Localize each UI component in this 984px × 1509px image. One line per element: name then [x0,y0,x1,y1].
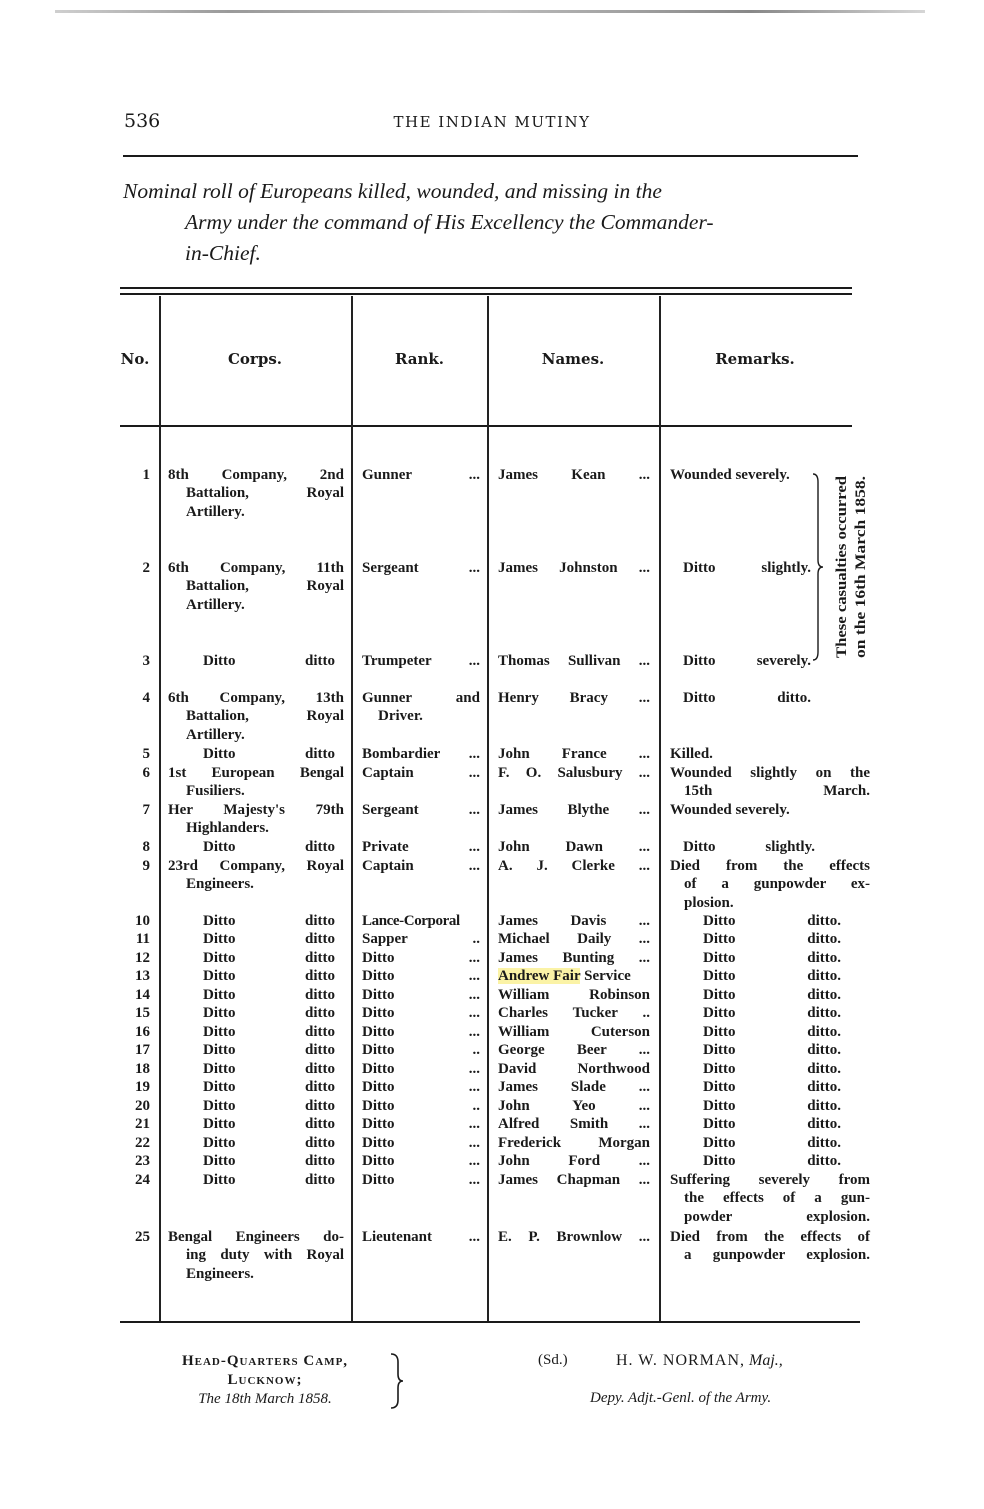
corps-cell: Ditto ditto [203,1079,335,1095]
footer-signer-title: Depy. Adjt.-Genl. of the Army. [590,1390,772,1406]
row-number: 12 [135,950,150,966]
table-bottom-rule [120,1321,860,1323]
column-divider [159,296,161,1321]
remarks-cell: Ditto ditto. [703,913,841,929]
corps-cell: 23rd Company, Royal [168,858,344,874]
corps-cell: Artillery. [186,726,245,743]
corps-cell: Engineers. [186,1265,254,1282]
corps-cell: 6th Company, 13th [168,690,344,706]
corps-cell: Ditto ditto [203,1116,335,1132]
column-divider [487,296,489,1321]
remarks-cell: Killed. [670,746,713,762]
rank-cell: Ditto ... [362,968,480,984]
name-cell: Michael Daily ... [498,931,650,947]
scan-artifact-line [55,10,925,13]
name-cell: James Bunting ... [498,950,650,966]
corps-cell: ing duty with Royal [186,1247,344,1264]
remarks-cell: Wounded severely. [670,467,790,483]
rank-cell: Ditto ... [362,1061,480,1077]
header-remarks: Remarks. [715,350,795,368]
name-cell: John Dawn ... [498,839,650,855]
row-number: 15 [135,1005,150,1021]
name-cell: David Northwood [498,1061,650,1077]
table-header-rule [120,425,852,427]
row-number: 18 [135,1061,150,1077]
footer-sd: (Sd.) [538,1352,568,1368]
remarks-cell: Ditto ditto. [703,1098,841,1114]
footer-place-line-1: Head-Quarters Camp, [181,1353,349,1369]
row-number: 2 [142,560,150,576]
row-number: 4 [142,690,150,706]
side-note [826,472,872,662]
rank-cell: Ditto ... [362,950,480,966]
remarks-cell: powder explosion. [684,1208,870,1225]
rank-cell: Gunner ... [362,467,480,483]
row-number: 6 [142,765,150,781]
name-cell: James Johnston ... [498,560,650,576]
row-number: 14 [135,987,150,1003]
table-top-rule-2 [120,293,852,295]
name-cell: George Beer ... [498,1042,650,1058]
rank-cell: Ditto ... [362,1135,480,1151]
header-rank: Rank. [394,350,445,368]
remarks-cell: Died from the effects [670,858,870,874]
caption-line-2: Army under the command of His Excellency the Commander- [185,210,714,234]
rank-cell: Bombardier ... [362,746,480,762]
corps-cell: Ditto ditto [203,931,335,947]
corps-cell: Ditto ditto [203,1005,335,1021]
corps-cell: Her Majesty's 79th [168,802,344,818]
name-cell: John France ... [498,746,650,762]
row-number: 7 [142,802,150,818]
rank-cell: Sapper .. [362,931,480,947]
rank-cell: Sergeant ... [362,560,480,576]
corps-cell: Battalion, Royal [186,485,344,502]
corps-cell: 1st European Bengal [168,765,344,781]
corps-cell: Ditto ditto [203,1172,335,1188]
footer-signer [616,1352,783,1370]
corps-cell: Artillery. [186,503,245,520]
name-cell: A. J. Clerke ... [498,858,650,874]
row-number: 1 [142,467,150,483]
rank-cell: Private ... [362,839,480,855]
corps-cell: Ditto ditto [203,746,335,762]
header-no: No. [120,350,150,368]
corps-cell: Ditto ditto [203,653,335,669]
caption-line-1: Nominal roll of Europeans killed, wounded, and missing in the [123,179,662,203]
row-number: 16 [135,1024,150,1040]
name-cell: Frederick Morgan [498,1135,650,1151]
remarks-cell: Ditto ditto. [703,1153,841,1169]
table-caption [123,176,868,269]
rank-cell: Ditto ... [362,1116,480,1132]
remarks-cell: Ditto severely. [683,653,811,669]
row-number: 10 [135,913,150,929]
corps-cell: Ditto ditto [203,839,335,855]
row-number: 5 [142,746,150,762]
name-cell: Thomas Sullivan ... [498,653,650,669]
remarks-cell: Died from the effects of [670,1229,870,1245]
corps-cell: Ditto ditto [203,1153,335,1169]
remarks-cell: Ditto ditto. [703,1042,841,1058]
name-cell: James Chapman ... [498,1172,650,1188]
corps-cell: Ditto ditto [203,1024,335,1040]
rank-cell: Ditto .. [362,1042,480,1058]
footer-place-line-2: Lucknow; [227,1372,303,1388]
row-number: 17 [135,1042,150,1058]
corps-cell: Ditto ditto [203,1042,335,1058]
corps-cell: Bengal Engineers do- [168,1229,344,1245]
name-cell: William Robinson [498,987,650,1003]
signer-rank: Maj., [749,1352,783,1369]
remarks-cell: Ditto ditto. [703,931,841,947]
row-number: 3 [142,653,150,669]
rank-cell: Ditto ... [362,1024,480,1040]
row-number: 23 [135,1153,150,1169]
remarks-cell: plosion. [684,894,734,911]
rank-cell: Trumpeter ... [362,653,480,669]
row-number: 13 [135,968,150,984]
row-number: 25 [135,1229,150,1245]
remarks-cell: Wounded severely. [670,802,790,818]
remarks-cell: Ditto ditto. [703,1079,841,1095]
row-number: 24 [135,1172,150,1188]
remarks-cell: Ditto ditto. [703,987,841,1003]
row-number: 9 [142,858,150,874]
name-cell: Alfred Smith ... [498,1116,650,1132]
corps-cell: Ditto ditto [203,913,335,929]
corps-cell: 8th Company, 2nd [168,467,344,483]
header-rule [123,155,858,157]
rank-cell: Captain ... [362,858,480,874]
name-cell: Charles Tucker .. [498,1005,650,1021]
header-names: Names. [541,350,605,368]
name-cell: John Ford ... [498,1153,650,1169]
row-number: 21 [135,1116,150,1132]
row-number: 22 [135,1135,150,1151]
name-cell: James Slade ... [498,1079,650,1095]
name-cell: James Blythe ... [498,802,650,818]
rank-cell: Lieutenant ... [362,1229,480,1245]
remarks-cell: Ditto ditto. [703,1135,841,1151]
corps-cell: Ditto ditto [203,950,335,966]
signer-name: H. W. NORMAN, [616,1352,746,1369]
page-number: 536 [124,110,161,132]
remarks-cell: of a gunpowder ex- [684,876,870,893]
rank-cell: Lance-Corporal [362,913,460,929]
remarks-cell: Ditto ditto. [703,950,841,966]
remarks-cell: Ditto ditto. [703,1005,841,1021]
remarks-cell: a gunpowder explosion. [684,1247,870,1264]
remarks-cell: Ditto ditto. [703,1024,841,1040]
column-divider [659,296,661,1321]
name-cell: James Davis ... [498,913,650,929]
column-divider [351,296,353,1321]
corps-cell: Ditto ditto [203,968,335,984]
rank-cell: Ditto ... [362,1172,480,1188]
rank-cell: Ditto ... [362,1153,480,1169]
corps-cell: Ditto ditto [203,987,335,1003]
corps-cell: Ditto ditto [203,1098,335,1114]
row-number: 11 [135,931,150,947]
name-cell: William Cuterson [498,1024,650,1040]
row-number: 8 [142,839,150,855]
row-number: 20 [135,1098,150,1114]
name-cell: F. O. Salusbury ... [498,765,650,781]
corps-cell: Ditto ditto [203,1061,335,1077]
table-top-rule [120,287,852,289]
corps-cell: Battalion, Royal [186,578,344,595]
remarks-cell: Ditto ditto. [703,968,841,984]
rank-cell: Driver. [378,708,423,725]
corps-cell: Engineers. [186,876,254,893]
rank-cell: Sergeant ... [362,802,480,818]
rank-cell: Captain ... [362,765,480,781]
remarks-cell: the effects of a gun- [684,1190,870,1207]
footer-brace-icon [385,1352,405,1410]
corps-cell: Artillery. [186,596,245,613]
remarks-cell: Ditto slightly. [683,560,811,576]
caption-line-3: in-Chief. [185,241,261,265]
remarks-cell: Suffering severely from [670,1172,870,1188]
remarks-cell: Ditto slightly. [683,839,815,855]
name-cell [498,967,650,985]
rank-cell: Ditto ... [362,1079,480,1095]
corps-cell: 6th Company, 11th [168,560,344,576]
footer-place [160,1352,370,1409]
name-cell: John Yeo ... [498,1098,650,1114]
corps-cell: Ditto ditto [203,1135,335,1151]
name-cell: E. P. Brownlow ... [498,1229,650,1245]
row-number: 19 [135,1079,150,1095]
remarks-cell: Ditto ditto. [703,1116,841,1132]
rank-cell: Ditto ... [362,987,480,1003]
rank-cell: Ditto ... [362,1005,480,1021]
side-note-line-2: on the 16th March 1858. [853,507,869,658]
rank-cell: Ditto .. [362,1098,480,1114]
corps-cell: Fusiliers. [186,783,245,800]
rank-cell: Gunner and [362,690,480,706]
highlighted-name: Andrew Fair [498,968,581,984]
footer-date: The 18th March 1858. [198,1391,332,1407]
right-brace-icon [812,472,824,662]
header-corps: Corps. [227,350,282,368]
remarks-cell: 15th March. [684,783,870,800]
remarks-cell: Ditto ditto. [683,690,811,706]
name-suffix: Service [580,968,631,984]
corps-cell: Highlanders. [186,820,269,837]
remarks-cell: Wounded slightly on the [670,765,870,781]
running-title: THE INDIAN MUTINY [393,113,591,131]
corps-cell: Battalion, Royal [186,708,344,725]
name-cell: James Kean ... [498,467,650,483]
side-note-line-1: These casualties occurred [834,499,850,658]
name-cell: Henry Bracy ... [498,690,650,706]
remarks-cell: Ditto ditto. [703,1061,841,1077]
